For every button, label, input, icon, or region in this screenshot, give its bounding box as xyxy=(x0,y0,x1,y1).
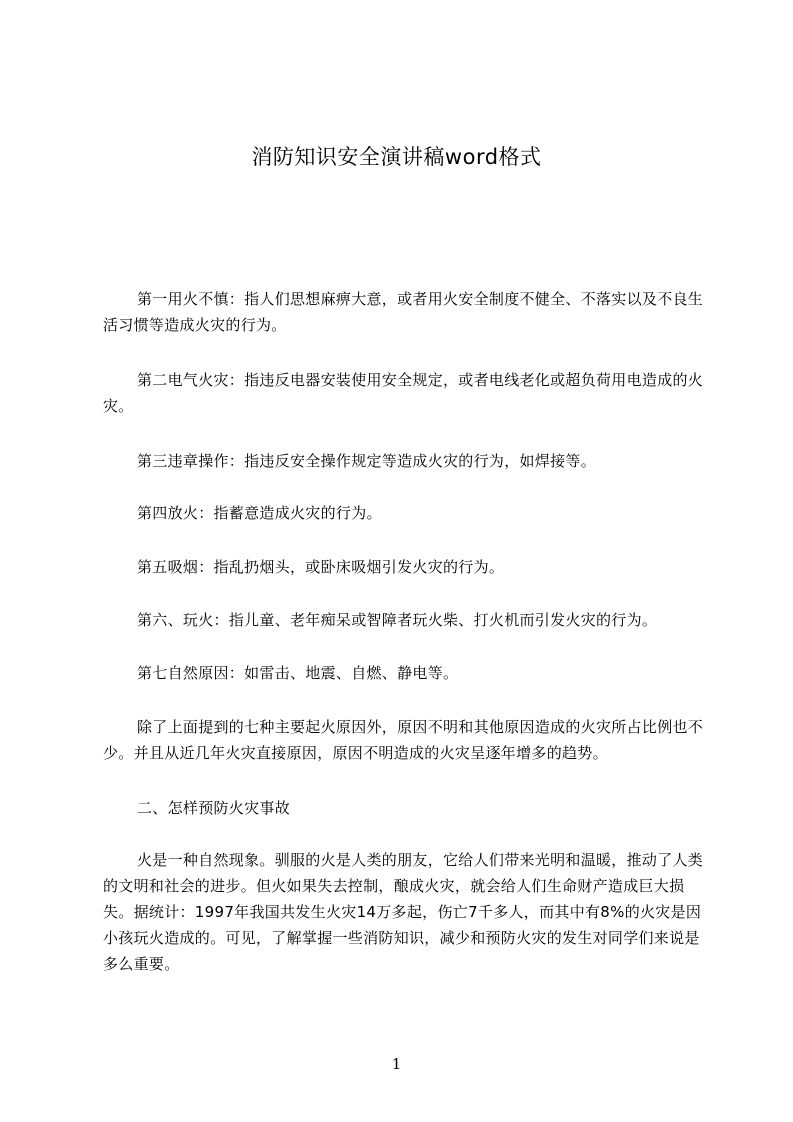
paragraph-smoking: 第五吸烟：指乱扔烟头，或卧床吸烟引发火灾的行为。 xyxy=(137,558,505,576)
paragraph-illegal-operation: 第三违章操作：指违反安全操作规定等造成火灾的行为，如焊接等。 xyxy=(137,452,597,470)
paragraph-electrical-fire: 第二电气火灾：指违反电器安装使用安全规定，或者电线老化或超负荷用电造成的火灾。 xyxy=(103,371,704,415)
paragraph-fire-nature: 火是一种自然现象。驯服的火是人类的朋友，它给人们带来光明和温暖，推动了人类的文明和社会的进步。但火如果失去控制，酿成火灾，就会给人们生命财产造成巨大损失。据统计：1997年我国共发生火灾14万多起，伤亡7千多人，而其中有8%的火灾是因小孩玩火造成的。可见，了解掌握一些消防知识，减少和预防火灾的发生对同学们来说是多么重要。 xyxy=(103,851,704,973)
paragraph-arson: 第四放火：指蓄意造成火灾的行为。 xyxy=(137,504,382,522)
paragraph-playing-with-fire: 第六、玩火：指儿童、老年痴呆或智障者玩火柴、打火机而引发火灾的行为。 xyxy=(137,611,658,629)
paragraph-natural-causes: 第七自然原因：如雷击、地震、自燃、静电等。 xyxy=(137,664,459,682)
section-heading-prevention: 二、怎样预防火灾事故 xyxy=(137,799,291,817)
page-number: 1 xyxy=(391,1055,402,1073)
paragraph-careless-fire: 第一用火不慎：指人们思想麻痹大意，或者用火安全制度不健全、不落实以及不良生活习惯等造成火灾的行为。 xyxy=(103,290,704,334)
document-title: 消防知识安全演讲稿word格式 xyxy=(251,145,542,169)
paragraph-other-causes: 除了上面提到的七种主要起火原因外，原因不明和其他原因造成的火灾所占比例也不少。并且从近几年火灾直接原因，原因不明造成的火灾呈逐年增多的趋势。 xyxy=(103,718,704,762)
